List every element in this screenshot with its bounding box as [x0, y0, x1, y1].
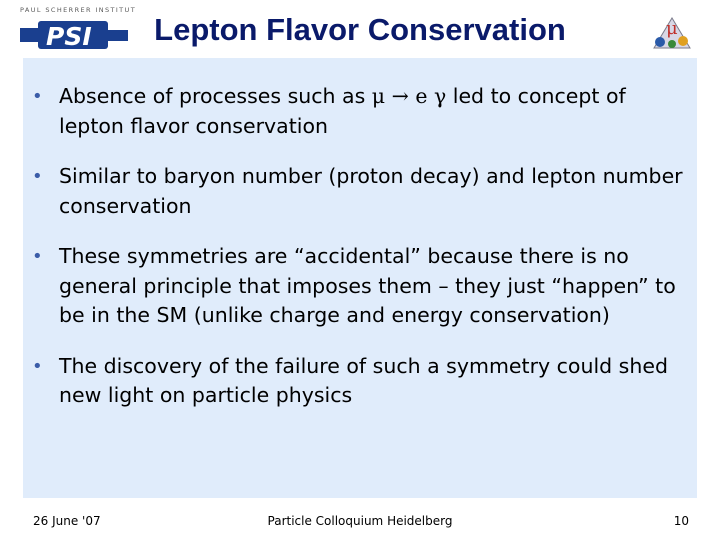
bullet-text: Absence of processes such as μ → e γ led to concept of lepton flavor conservation	[59, 84, 626, 138]
bullet-item	[23, 242, 693, 331]
psi-logo-text: PSI	[46, 22, 92, 51]
footer-event: Particle Colloquium Heidelberg	[267, 514, 453, 528]
page-number: 10	[673, 514, 689, 528]
mu-logo-icon	[648, 12, 696, 50]
bullet-text: The discovery of the failure of such a symmetry could shed new light on particle physics	[59, 353, 668, 407]
bullet-marker: •	[32, 86, 43, 107]
bullet-marker: •	[32, 166, 43, 187]
bullet-item	[23, 162, 693, 221]
bullet-text: Similar to baryon number (proton decay) and lepton number conservation	[59, 164, 683, 218]
bullet-marker: •	[32, 246, 43, 267]
slide-content	[23, 58, 697, 498]
decay-symbol: μ → e γ	[371, 84, 447, 108]
footer-date: 26 June '07	[33, 514, 101, 528]
slide-footer	[23, 498, 697, 538]
bullet-text: These symmetries are “accidental” because there is no general principle that imposes them – they just “happen” to be in the SM (unlike charge and energy conservation)	[59, 244, 676, 327]
psi-institute-name: PAUL SCHERRER INSTITUT	[20, 6, 137, 14]
page-title: Lepton Flavor Conservation	[154, 12, 566, 47]
bullet-list	[23, 82, 693, 432]
svg-text:μ: μ	[666, 18, 678, 39]
bullet-item	[23, 352, 693, 411]
slide-header	[0, 0, 720, 58]
bullet-item	[23, 82, 693, 141]
bullet-marker: •	[32, 355, 43, 377]
